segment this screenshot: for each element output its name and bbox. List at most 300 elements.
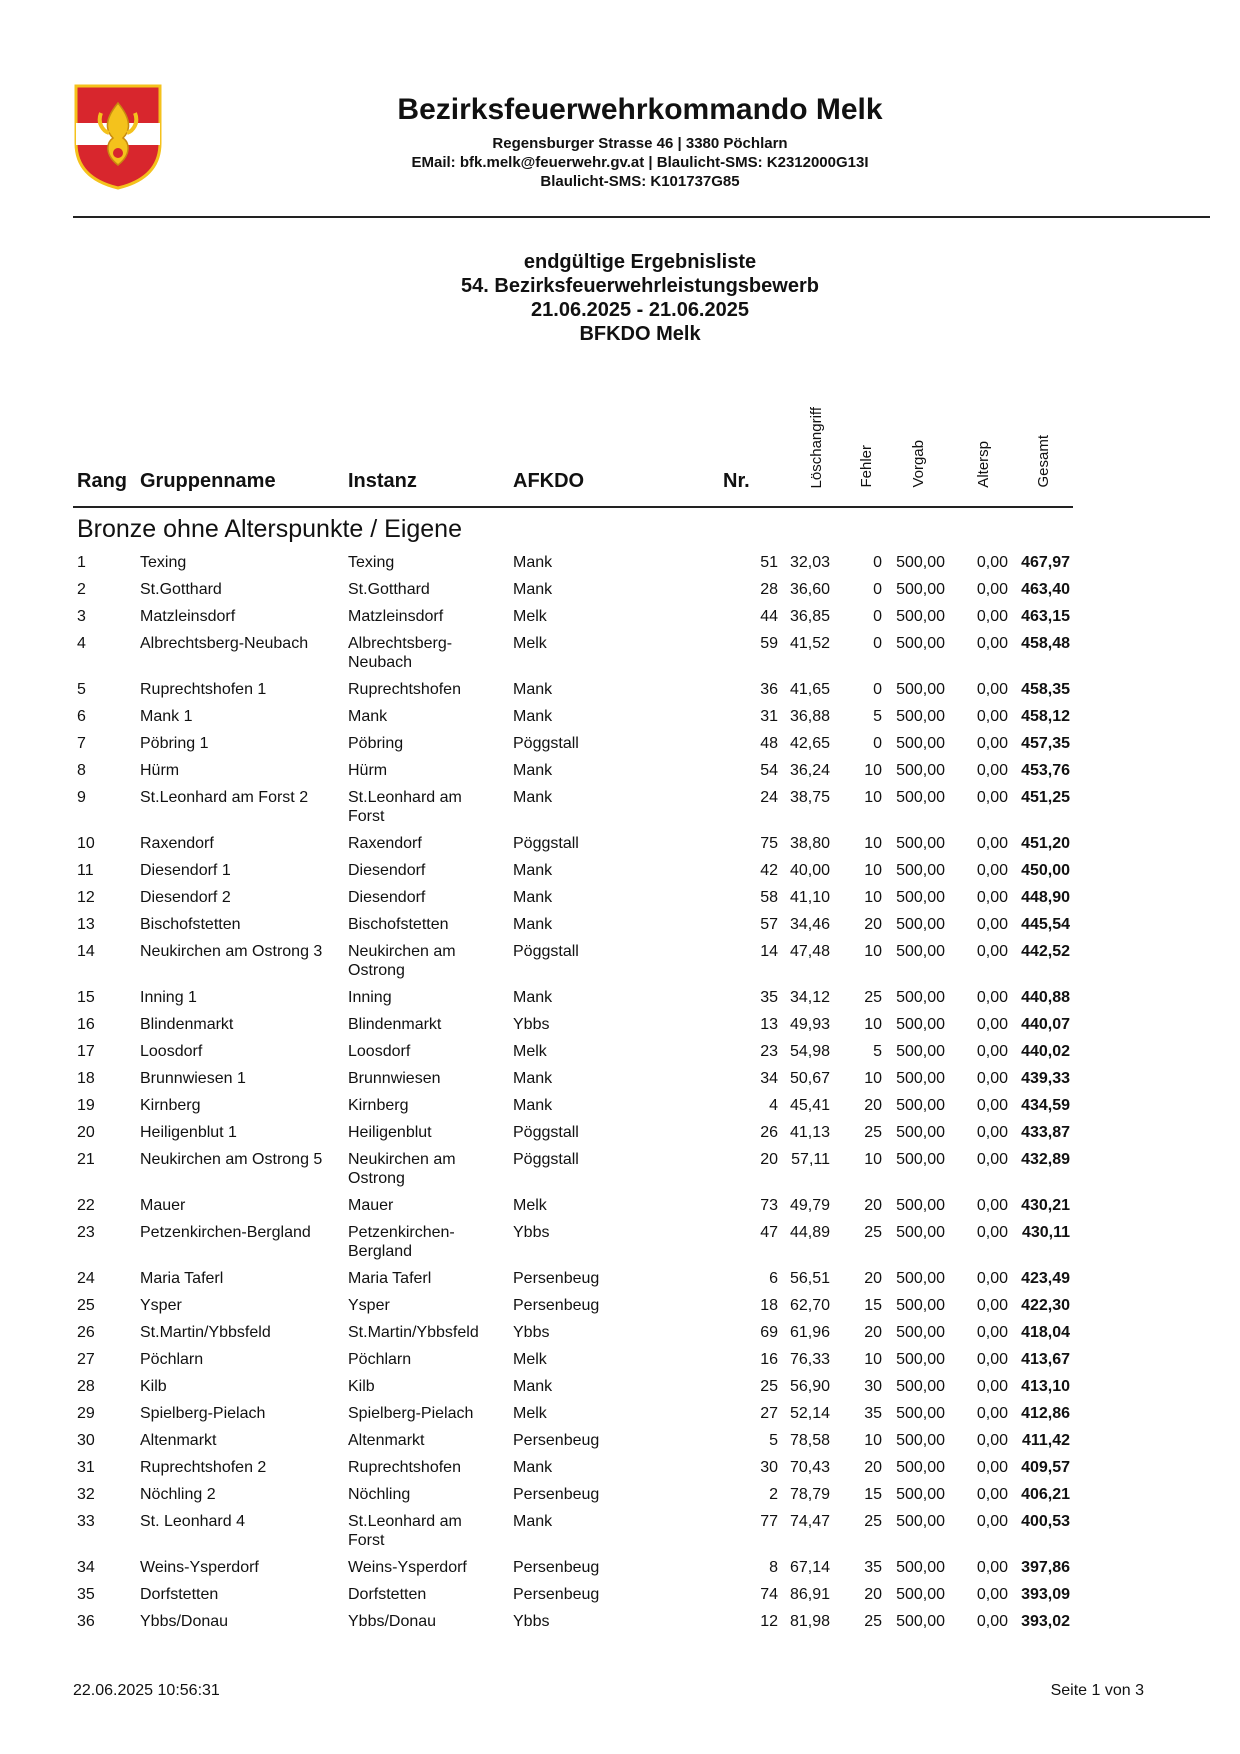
column-header-gruppenname: Gruppenname bbox=[140, 470, 276, 492]
group-name-cell: Ruprechtshofen 1 bbox=[140, 681, 267, 698]
group-name-cell: Matzleinsdorf bbox=[140, 608, 236, 625]
afkdo-cell: Persenbeug bbox=[513, 1432, 600, 1449]
rang-cell: 6 bbox=[77, 708, 86, 725]
rang-cell: 32 bbox=[77, 1486, 95, 1503]
number-cell: 20 bbox=[760, 1151, 778, 1168]
rang-cell: 25 bbox=[77, 1297, 95, 1314]
vorgab-cell: 500,00 bbox=[896, 1459, 945, 1476]
afkdo-cell: Mank bbox=[513, 762, 553, 779]
vorgab-cell: 500,00 bbox=[896, 1378, 945, 1395]
fehler-cell: 10 bbox=[864, 862, 882, 879]
afkdo-cell: Pöggstall bbox=[513, 1124, 579, 1141]
group-name-cell: Diesendorf 2 bbox=[140, 889, 231, 906]
loeschangriff-cell: 81,98 bbox=[789, 1613, 830, 1630]
afkdo-cell: Mank bbox=[513, 1070, 553, 1087]
gesamt-cell: 453,76 bbox=[1021, 762, 1070, 779]
fehler-cell: 0 bbox=[873, 635, 882, 652]
altersp-cell: 0,00 bbox=[976, 1432, 1008, 1449]
gesamt-cell: 409,57 bbox=[1021, 1459, 1070, 1476]
loeschangriff-cell: 41,10 bbox=[789, 889, 830, 906]
loeschangriff-cell: 78,79 bbox=[789, 1486, 830, 1503]
fehler-cell: 25 bbox=[864, 989, 882, 1006]
instance-cell: Altenmarkt bbox=[348, 1432, 425, 1449]
number-cell: 73 bbox=[760, 1197, 778, 1214]
group-name-cell: Raxendorf bbox=[140, 835, 214, 852]
report-date-range: 21.06.2025 - 21.06.2025 bbox=[531, 299, 749, 321]
number-cell: 13 bbox=[760, 1016, 778, 1033]
vorgab-cell: 500,00 bbox=[896, 1559, 945, 1576]
instance-cell: Loosdorf bbox=[348, 1043, 411, 1060]
instance-cell: St.Leonhard am Forst bbox=[348, 1513, 462, 1549]
gesamt-cell: 433,87 bbox=[1021, 1124, 1070, 1141]
instance-cell: St.Gotthard bbox=[348, 581, 430, 598]
fehler-cell: 10 bbox=[864, 1351, 882, 1368]
group-name-cell: Maria Taferl bbox=[140, 1270, 224, 1287]
loeschangriff-cell: 57,11 bbox=[791, 1151, 830, 1168]
fehler-cell: 15 bbox=[864, 1297, 882, 1314]
column-header-nr: Nr. bbox=[723, 470, 750, 492]
altersp-cell: 0,00 bbox=[976, 889, 1008, 906]
vorgab-cell: 500,00 bbox=[896, 943, 945, 960]
gesamt-cell: 423,49 bbox=[1021, 1270, 1070, 1287]
vorgab-cell: 500,00 bbox=[896, 1613, 945, 1630]
loeschangriff-cell: 76,33 bbox=[789, 1351, 830, 1368]
fehler-cell: 10 bbox=[864, 762, 882, 779]
fehler-cell: 10 bbox=[864, 835, 882, 852]
group-name-cell: St. Leonhard 4 bbox=[140, 1513, 245, 1530]
group-name-cell: Nöchling 2 bbox=[140, 1486, 216, 1503]
afkdo-cell: Pöggstall bbox=[513, 1151, 579, 1168]
loeschangriff-cell: 52,14 bbox=[789, 1405, 830, 1422]
gesamt-cell: 450,00 bbox=[1021, 862, 1070, 879]
afkdo-cell: Melk bbox=[513, 1043, 547, 1060]
altersp-cell: 0,00 bbox=[976, 916, 1008, 933]
fehler-cell: 20 bbox=[864, 1459, 882, 1476]
vorgab-cell: 500,00 bbox=[896, 1197, 945, 1214]
fehler-cell: 35 bbox=[864, 1405, 882, 1422]
vorgab-cell: 500,00 bbox=[896, 862, 945, 879]
gesamt-cell: 406,21 bbox=[1021, 1486, 1070, 1503]
vorgab-cell: 500,00 bbox=[896, 1151, 945, 1168]
altersp-cell: 0,00 bbox=[976, 1016, 1008, 1033]
number-cell: 30 bbox=[760, 1459, 778, 1476]
rang-cell: 27 bbox=[77, 1351, 95, 1368]
group-name-cell: Kilb bbox=[140, 1378, 167, 1395]
afkdo-cell: Persenbeug bbox=[513, 1586, 600, 1603]
vorgab-cell: 500,00 bbox=[896, 1513, 945, 1530]
vorgab-cell: 500,00 bbox=[896, 708, 945, 725]
organization-name: Bezirksfeuerwehrkommando Melk bbox=[397, 93, 883, 126]
gesamt-cell: 439,33 bbox=[1021, 1070, 1070, 1087]
group-name-cell: Neukirchen am Ostrong 5 bbox=[140, 1151, 323, 1168]
rang-cell: 2 bbox=[77, 581, 86, 598]
instance-cell: Dorfstetten bbox=[348, 1586, 427, 1603]
afkdo-cell: Melk bbox=[513, 608, 547, 625]
group-name-cell: Albrechtsberg-Neubach bbox=[140, 635, 309, 652]
afkdo-cell: Persenbeug bbox=[513, 1270, 600, 1287]
afkdo-cell: Mank bbox=[513, 1378, 553, 1395]
altersp-cell: 0,00 bbox=[976, 1297, 1008, 1314]
rang-cell: 30 bbox=[77, 1432, 95, 1449]
fehler-cell: 20 bbox=[864, 1586, 882, 1603]
instance-cell: Spielberg-Pielach bbox=[348, 1405, 474, 1422]
instance-cell: Heiligenblut bbox=[348, 1124, 432, 1141]
rang-cell: 10 bbox=[77, 835, 95, 852]
altersp-cell: 0,00 bbox=[976, 789, 1008, 806]
fehler-cell: 0 bbox=[873, 735, 882, 752]
number-cell: 23 bbox=[760, 1043, 778, 1060]
number-cell: 48 bbox=[760, 735, 778, 752]
afkdo-cell: Pöggstall bbox=[513, 735, 579, 752]
number-cell: 57 bbox=[760, 916, 778, 933]
rang-cell: 18 bbox=[77, 1070, 95, 1087]
rang-cell: 9 bbox=[77, 789, 86, 806]
loeschangriff-cell: 38,75 bbox=[789, 789, 830, 806]
rang-cell: 34 bbox=[77, 1559, 95, 1576]
number-cell: 34 bbox=[760, 1070, 778, 1087]
loeschangriff-cell: 41,52 bbox=[789, 635, 830, 652]
vorgab-cell: 500,00 bbox=[896, 1070, 945, 1087]
number-cell: 44 bbox=[760, 608, 778, 625]
group-name-cell: Weins-Ysperdorf bbox=[140, 1559, 259, 1576]
instance-cell: Weins-Ysperdorf bbox=[348, 1559, 467, 1576]
number-cell: 18 bbox=[760, 1297, 778, 1314]
loeschangriff-cell: 49,93 bbox=[789, 1016, 830, 1033]
afkdo-cell: Mank bbox=[513, 789, 553, 806]
fire-brigade-logo bbox=[73, 83, 163, 191]
fehler-cell: 5 bbox=[873, 1043, 882, 1060]
rang-cell: 1 bbox=[77, 554, 86, 571]
altersp-cell: 0,00 bbox=[976, 708, 1008, 725]
fehler-cell: 25 bbox=[864, 1124, 882, 1141]
column-header-vorgab: Vorgab bbox=[910, 440, 927, 488]
rang-cell: 8 bbox=[77, 762, 86, 779]
report-type: endgültige Ergebnisliste bbox=[523, 251, 757, 273]
afkdo-cell: Mank bbox=[513, 554, 553, 571]
section-title: Bronze ohne Alterspunkte / Eigene bbox=[77, 515, 462, 543]
instance-cell: Neukirchen am Ostrong bbox=[348, 943, 456, 979]
group-name-cell: Kirnberg bbox=[140, 1097, 201, 1114]
instance-cell: Ybbs/Donau bbox=[348, 1613, 437, 1630]
altersp-cell: 0,00 bbox=[976, 735, 1008, 752]
altersp-cell: 0,00 bbox=[976, 1097, 1008, 1114]
column-header-altersp: Altersp bbox=[975, 441, 992, 488]
gesamt-cell: 440,88 bbox=[1021, 989, 1070, 1006]
gesamt-cell: 434,59 bbox=[1021, 1097, 1070, 1114]
group-name-cell: Neukirchen am Ostrong 3 bbox=[140, 943, 323, 960]
number-cell: 47 bbox=[760, 1224, 778, 1241]
afkdo-cell: Mank bbox=[513, 681, 553, 698]
loeschangriff-cell: 62,70 bbox=[789, 1297, 830, 1314]
loeschangriff-cell: 32,03 bbox=[789, 554, 830, 571]
afkdo-cell: Mank bbox=[513, 1097, 553, 1114]
fehler-cell: 0 bbox=[873, 581, 882, 598]
altersp-cell: 0,00 bbox=[976, 1378, 1008, 1395]
rang-cell: 28 bbox=[77, 1378, 95, 1395]
report-event: 54. Bezirksfeuerwehrleistungsbewerb bbox=[461, 275, 819, 297]
group-name-cell: Mauer bbox=[140, 1197, 186, 1214]
number-cell: 59 bbox=[760, 635, 778, 652]
altersp-cell: 0,00 bbox=[976, 1197, 1008, 1214]
vorgab-cell: 500,00 bbox=[896, 608, 945, 625]
group-name-cell: Petzenkirchen-Bergland bbox=[140, 1224, 311, 1241]
group-name-cell: St.Martin/Ybbsfeld bbox=[140, 1324, 271, 1341]
vorgab-cell: 500,00 bbox=[896, 889, 945, 906]
gesamt-cell: 411,42 bbox=[1021, 1432, 1070, 1449]
altersp-cell: 0,00 bbox=[976, 762, 1008, 779]
gesamt-cell: 393,09 bbox=[1021, 1586, 1070, 1603]
vorgab-cell: 500,00 bbox=[896, 1124, 945, 1141]
organization-address: Regensburger Strasse 46 | 3380 Pöchlarn bbox=[492, 135, 788, 152]
loeschangriff-cell: 56,90 bbox=[789, 1378, 830, 1395]
loeschangriff-cell: 41,65 bbox=[789, 681, 830, 698]
instance-cell: Ysper bbox=[348, 1297, 390, 1314]
fehler-cell: 25 bbox=[864, 1613, 882, 1630]
instance-cell: Ruprechtshofen bbox=[348, 681, 461, 698]
number-cell: 75 bbox=[760, 835, 778, 852]
altersp-cell: 0,00 bbox=[976, 989, 1008, 1006]
afkdo-cell: Mank bbox=[513, 989, 553, 1006]
gesamt-cell: 442,52 bbox=[1021, 943, 1070, 960]
loeschangriff-cell: 54,98 bbox=[789, 1043, 830, 1060]
rang-cell: 29 bbox=[77, 1405, 95, 1422]
rang-cell: 20 bbox=[77, 1124, 95, 1141]
instance-cell: Texing bbox=[348, 554, 395, 571]
altersp-cell: 0,00 bbox=[976, 1124, 1008, 1141]
afkdo-cell: Mank bbox=[513, 1459, 553, 1476]
afkdo-cell: Persenbeug bbox=[513, 1486, 600, 1503]
rang-cell: 5 bbox=[77, 681, 86, 698]
gesamt-cell: 467,97 bbox=[1021, 554, 1070, 571]
instance-cell: Neukirchen am Ostrong bbox=[348, 1151, 456, 1187]
rang-cell: 13 bbox=[77, 916, 95, 933]
afkdo-cell: Ybbs bbox=[513, 1016, 550, 1033]
group-name-cell: Diesendorf 1 bbox=[140, 862, 231, 879]
altersp-cell: 0,00 bbox=[976, 1324, 1008, 1341]
vorgab-cell: 500,00 bbox=[896, 1016, 945, 1033]
column-header-afkdo: AFKDO bbox=[513, 470, 585, 492]
rang-cell: 14 bbox=[77, 943, 95, 960]
altersp-cell: 0,00 bbox=[976, 1405, 1008, 1422]
loeschangriff-cell: 36,24 bbox=[789, 762, 830, 779]
loeschangriff-cell: 34,12 bbox=[789, 989, 830, 1006]
vorgab-cell: 500,00 bbox=[896, 1432, 945, 1449]
altersp-cell: 0,00 bbox=[976, 862, 1008, 879]
rang-cell: 16 bbox=[77, 1016, 95, 1033]
rang-cell: 23 bbox=[77, 1224, 95, 1241]
number-cell: 69 bbox=[760, 1324, 778, 1341]
rang-cell: 36 bbox=[77, 1613, 95, 1630]
group-name-cell: Pöbring 1 bbox=[140, 735, 209, 752]
organization-sms-line: Blaulicht-SMS: K101737G85 bbox=[540, 173, 740, 190]
afkdo-cell: Mank bbox=[513, 862, 553, 879]
instance-cell: Diesendorf bbox=[348, 889, 426, 906]
gesamt-cell: 440,07 bbox=[1021, 1016, 1070, 1033]
number-cell: 6 bbox=[769, 1270, 778, 1287]
gesamt-cell: 422,30 bbox=[1021, 1297, 1070, 1314]
number-cell: 4 bbox=[769, 1097, 778, 1114]
altersp-cell: 0,00 bbox=[976, 581, 1008, 598]
afkdo-cell: Mank bbox=[513, 708, 553, 725]
gesamt-cell: 451,20 bbox=[1021, 835, 1070, 852]
vorgab-cell: 500,00 bbox=[896, 635, 945, 652]
number-cell: 51 bbox=[760, 554, 778, 571]
group-name-cell: Hürm bbox=[140, 762, 180, 779]
gesamt-cell: 458,12 bbox=[1021, 708, 1070, 725]
number-cell: 74 bbox=[760, 1586, 778, 1603]
instance-cell: Kilb bbox=[348, 1378, 375, 1395]
fehler-cell: 0 bbox=[873, 554, 882, 571]
number-cell: 42 bbox=[760, 862, 778, 879]
vorgab-cell: 500,00 bbox=[896, 835, 945, 852]
fehler-cell: 10 bbox=[864, 1070, 882, 1087]
altersp-cell: 0,00 bbox=[976, 681, 1008, 698]
page-indicator: Seite 1 von 3 bbox=[1050, 1682, 1144, 1699]
fehler-cell: 30 bbox=[864, 1378, 882, 1395]
afkdo-cell: Ybbs bbox=[513, 1613, 550, 1630]
gesamt-cell: 463,15 bbox=[1021, 608, 1070, 625]
vorgab-cell: 500,00 bbox=[896, 1270, 945, 1287]
vorgab-cell: 500,00 bbox=[896, 1405, 945, 1422]
group-name-cell: St.Gotthard bbox=[140, 581, 222, 598]
loeschangriff-cell: 34,46 bbox=[789, 916, 830, 933]
number-cell: 77 bbox=[760, 1513, 778, 1530]
number-cell: 2 bbox=[769, 1486, 778, 1503]
vorgab-cell: 500,00 bbox=[896, 1097, 945, 1114]
fehler-cell: 20 bbox=[864, 916, 882, 933]
number-cell: 25 bbox=[760, 1378, 778, 1395]
vorgab-cell: 500,00 bbox=[896, 762, 945, 779]
gesamt-cell: 458,48 bbox=[1021, 635, 1070, 652]
instance-cell: Mauer bbox=[348, 1197, 394, 1214]
loeschangriff-cell: 78,58 bbox=[789, 1432, 830, 1449]
rang-cell: 17 bbox=[77, 1043, 95, 1060]
loeschangriff-cell: 86,91 bbox=[789, 1586, 830, 1603]
rang-cell: 31 bbox=[77, 1459, 95, 1476]
afkdo-cell: Mank bbox=[513, 1513, 553, 1530]
loeschangriff-cell: 49,79 bbox=[789, 1197, 830, 1214]
group-name-cell: St.Leonhard am Forst 2 bbox=[140, 789, 309, 806]
report-organizer: BFKDO Melk bbox=[579, 323, 701, 345]
number-cell: 24 bbox=[760, 789, 778, 806]
vorgab-cell: 500,00 bbox=[896, 1586, 945, 1603]
afkdo-cell: Mank bbox=[513, 916, 553, 933]
afkdo-cell: Melk bbox=[513, 1405, 547, 1422]
afkdo-cell: Pöggstall bbox=[513, 835, 579, 852]
loeschangriff-cell: 36,60 bbox=[789, 581, 830, 598]
rang-cell: 12 bbox=[77, 889, 95, 906]
gesamt-cell: 412,86 bbox=[1021, 1405, 1070, 1422]
altersp-cell: 0,00 bbox=[976, 1270, 1008, 1287]
afkdo-cell: Mank bbox=[513, 889, 553, 906]
group-name-cell: Pöchlarn bbox=[140, 1351, 204, 1368]
number-cell: 54 bbox=[760, 762, 778, 779]
afkdo-cell: Persenbeug bbox=[513, 1297, 600, 1314]
group-name-cell: Brunnwiesen 1 bbox=[140, 1070, 246, 1087]
vorgab-cell: 500,00 bbox=[896, 789, 945, 806]
instance-cell: Inning bbox=[348, 989, 392, 1006]
loeschangriff-cell: 36,85 bbox=[789, 608, 830, 625]
instance-cell: Raxendorf bbox=[348, 835, 422, 852]
altersp-cell: 0,00 bbox=[976, 1224, 1008, 1241]
number-cell: 27 bbox=[760, 1405, 778, 1422]
instance-cell: Bischofstetten bbox=[348, 916, 449, 933]
afkdo-cell: Persenbeug bbox=[513, 1559, 600, 1576]
organization-email-line: EMail: bfk.melk@feuerwehr.gv.at | Blaulicht-SMS: K2312000G13I bbox=[411, 154, 869, 171]
rang-cell: 4 bbox=[77, 635, 86, 652]
instance-cell: Albrechtsberg-Neubach bbox=[348, 635, 453, 671]
fehler-cell: 10 bbox=[864, 1151, 882, 1168]
instance-cell: Brunnwiesen bbox=[348, 1070, 441, 1087]
vorgab-cell: 500,00 bbox=[896, 681, 945, 698]
gesamt-cell: 413,67 bbox=[1021, 1351, 1070, 1368]
afkdo-cell: Pöggstall bbox=[513, 943, 579, 960]
rang-cell: 33 bbox=[77, 1513, 95, 1530]
rang-cell: 22 bbox=[77, 1197, 95, 1214]
vorgab-cell: 500,00 bbox=[896, 1486, 945, 1503]
instance-cell: St.Leonhard am Forst bbox=[348, 789, 462, 825]
print-timestamp: 22.06.2025 10:56:31 bbox=[73, 1682, 220, 1699]
group-name-cell: Ysper bbox=[140, 1297, 182, 1314]
instance-cell: Blindenmarkt bbox=[348, 1016, 442, 1033]
instance-cell: St.Martin/Ybbsfeld bbox=[348, 1324, 479, 1341]
fehler-cell: 25 bbox=[864, 1224, 882, 1241]
afkdo-cell: Ybbs bbox=[513, 1224, 550, 1241]
number-cell: 35 bbox=[760, 989, 778, 1006]
afkdo-cell: Ybbs bbox=[513, 1324, 550, 1341]
altersp-cell: 0,00 bbox=[976, 1613, 1008, 1630]
loeschangriff-cell: 61,96 bbox=[789, 1324, 830, 1341]
altersp-cell: 0,00 bbox=[976, 608, 1008, 625]
number-cell: 26 bbox=[760, 1124, 778, 1141]
vorgab-cell: 500,00 bbox=[896, 554, 945, 571]
loeschangriff-cell: 45,41 bbox=[789, 1097, 830, 1114]
loeschangriff-cell: 70,43 bbox=[789, 1459, 830, 1476]
column-header-rang: Rang bbox=[77, 470, 127, 492]
group-name-cell: Inning 1 bbox=[140, 989, 197, 1006]
rang-cell: 24 bbox=[77, 1270, 95, 1287]
instance-cell: Nöchling bbox=[348, 1486, 411, 1503]
group-name-cell: Mank 1 bbox=[140, 708, 193, 725]
column-header-instanz: Instanz bbox=[348, 470, 417, 492]
fehler-cell: 5 bbox=[873, 708, 882, 725]
vorgab-cell: 500,00 bbox=[896, 1297, 945, 1314]
afkdo-cell: Mank bbox=[513, 581, 553, 598]
altersp-cell: 0,00 bbox=[976, 1459, 1008, 1476]
number-cell: 31 bbox=[760, 708, 778, 725]
number-cell: 8 bbox=[769, 1559, 778, 1576]
instance-cell: Pöbring bbox=[348, 735, 404, 752]
vorgab-cell: 500,00 bbox=[896, 1043, 945, 1060]
fehler-cell: 35 bbox=[864, 1559, 882, 1576]
instance-cell: Ruprechtshofen bbox=[348, 1459, 461, 1476]
loeschangriff-cell: 47,48 bbox=[789, 943, 830, 960]
instance-cell: Diesendorf bbox=[348, 862, 426, 879]
fehler-cell: 25 bbox=[864, 1513, 882, 1530]
group-name-cell: Altenmarkt bbox=[140, 1432, 217, 1449]
gesamt-cell: 400,53 bbox=[1021, 1513, 1070, 1530]
fehler-cell: 10 bbox=[864, 789, 882, 806]
fehler-cell: 15 bbox=[864, 1486, 882, 1503]
gesamt-cell: 458,35 bbox=[1021, 681, 1070, 698]
gesamt-cell: 463,40 bbox=[1021, 581, 1070, 598]
loeschangriff-cell: 36,88 bbox=[789, 708, 830, 725]
number-cell: 5 bbox=[769, 1432, 778, 1449]
loeschangriff-cell: 67,14 bbox=[789, 1559, 830, 1576]
group-name-cell: Ruprechtshofen 2 bbox=[140, 1459, 267, 1476]
gesamt-cell: 440,02 bbox=[1021, 1043, 1070, 1060]
fehler-cell: 10 bbox=[864, 1432, 882, 1449]
